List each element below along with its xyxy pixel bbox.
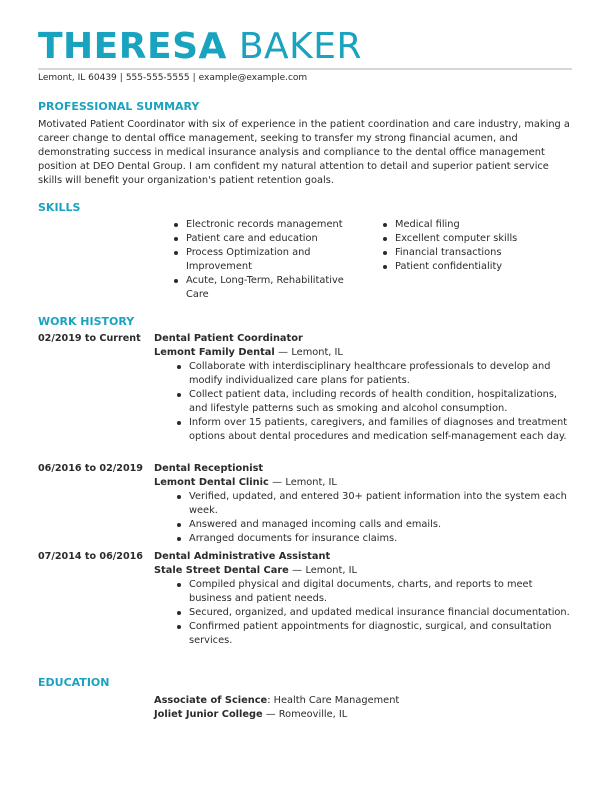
skill-item: Acute, Long-Term, Rehabilitative Care — [172, 274, 352, 302]
job-bullet: Inform over 15 patients, caregivers, and families of diagnoses and treatment options about dental procedures and medication self-management each day. — [175, 416, 574, 444]
work-history-heading: WORK HISTORY — [38, 315, 135, 328]
job-company-line — [154, 476, 574, 490]
skill-item: Patient confidentiality — [381, 260, 561, 274]
job-entry — [38, 462, 574, 546]
skills-list-right — [381, 218, 561, 274]
header-divider — [38, 68, 572, 70]
job-title: Dental Receptionist — [154, 463, 264, 474]
education-degree: Associate of Science — [154, 695, 268, 706]
education-field: Health Care Management — [273, 695, 400, 706]
education-heading: EDUCATION — [38, 676, 110, 689]
job-bullet: Arranged documents for insurance claims. — [175, 532, 574, 546]
contact-phone: 555-555-5555 — [125, 73, 190, 83]
job-location: Lemont, IL — [305, 565, 357, 576]
skill-item: Patient care and education — [172, 232, 352, 246]
job-entry — [38, 550, 574, 648]
job-company: Lemont Dental Clinic — [154, 477, 269, 488]
job-company-line — [154, 346, 574, 360]
job-bullet: Answered and managed incoming calls and emails. — [175, 518, 574, 532]
skills-heading: SKILLS — [38, 201, 81, 214]
skill-item: Electronic records management — [172, 218, 352, 232]
job-company: Stale Street Dental Care — [154, 565, 289, 576]
job-bullet: Confirmed patient appointments for diagnostic, surgical, and consultation services. — [175, 620, 574, 648]
education-degree-suffix: : — [267, 695, 271, 706]
first-name: THERESA — [38, 26, 227, 67]
contact-location: Lemont, IL 60439 — [38, 73, 117, 83]
job-dash: — — [278, 347, 288, 358]
candidate-name — [38, 27, 362, 67]
education-degree-line — [154, 694, 399, 708]
skills-list-left — [172, 218, 352, 302]
skill-item: Excellent computer skills — [381, 232, 561, 246]
job-location: Lemont, IL — [291, 347, 343, 358]
job-dates: 06/2016 to 02/2019 — [38, 463, 143, 474]
education-entry — [154, 694, 399, 722]
job-title: Dental Administrative Assistant — [154, 551, 331, 562]
contact-line — [38, 73, 307, 84]
job-bullet: Secured, organized, and updated medical insurance financial documentation. — [175, 606, 574, 620]
job-location: Lemont, IL — [285, 477, 337, 488]
job-bullet: Compiled physical and digital documents, charts, and reports to meet business and patient needs. — [175, 578, 574, 606]
skill-item: Medical filing — [381, 218, 561, 232]
education-school-line — [154, 708, 399, 722]
job-company: Lemont Family Dental — [154, 347, 275, 358]
last-name: BAKER — [238, 26, 363, 67]
education-dash: — — [265, 709, 276, 720]
skill-item: Financial transactions — [381, 246, 561, 260]
job-company-line — [154, 564, 574, 578]
job-dates: 07/2014 to 06/2016 — [38, 551, 143, 562]
job-title: Dental Patient Coordinator — [154, 333, 303, 344]
contact-separator: | — [192, 73, 196, 83]
job-bullet: Collect patient data, including records of health condition, hospitalizations, and lifestyle patterns such as smoking and alcohol consumption. — [175, 388, 574, 416]
job-entry — [38, 332, 574, 444]
summary-text: Motivated Patient Coordinator with six of experience in the patient coordination and care industry, making a career change to dental office management, seeking to transfer my strong financial acumen, and demonstrating success in medical insurance analysis and compliance to the dental office management position at DEO Dental Group. I am confident my natural attention to detail and superior patient service skills will benefit your organization's patient retention goals. — [38, 119, 570, 186]
job-dates: 02/2019 to Current — [38, 333, 141, 344]
job-dash: — — [272, 477, 282, 488]
education-location: Romeoville, IL — [278, 709, 348, 720]
job-bullet: Collaborate with interdisciplinary healthcare professionals to develop and modify individualized care plans for patients. — [175, 360, 574, 388]
job-bullet: Verified, updated, and entered 30+ patient information into the system each week. — [175, 490, 574, 518]
job-dash: — — [292, 565, 303, 576]
skill-item: Process Optimization and Improvement — [172, 246, 352, 274]
job-bullets — [175, 490, 574, 546]
summary-heading: PROFESSIONAL SUMMARY — [38, 100, 200, 113]
contact-separator: | — [119, 73, 123, 83]
education-school: Joliet Junior College — [154, 709, 263, 720]
job-bullets — [175, 360, 574, 444]
job-bullets — [175, 578, 574, 648]
contact-email: example@example.com — [198, 73, 308, 83]
